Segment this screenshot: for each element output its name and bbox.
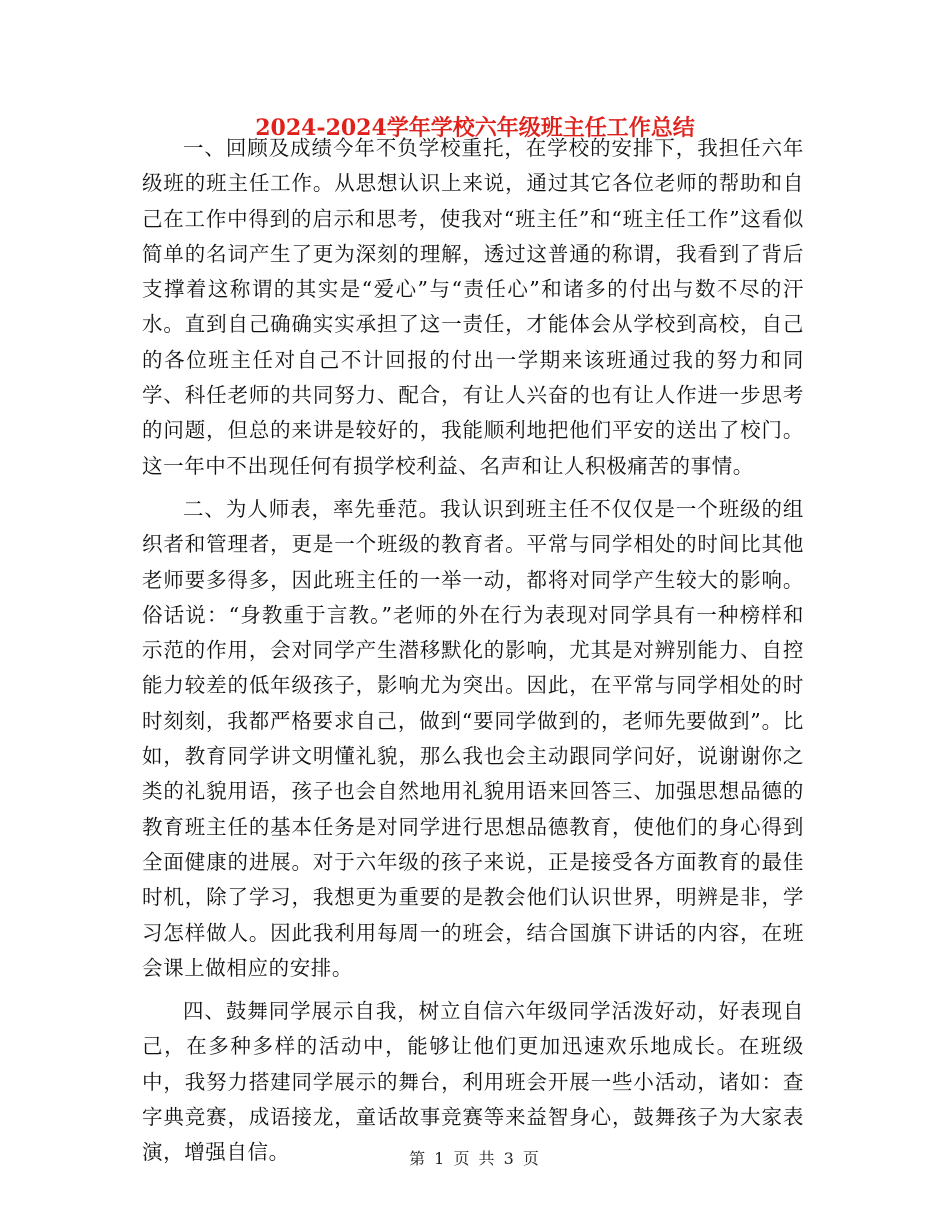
paragraph-review: 一、回顾及成绩今年不负学校重托，在学校的安排下，我担任六年级班的班主任工作。从思想认识上来说，通过其它各位老师的帮助和自己在工作中得到的启示和思考，使我对“班主任”和“班主任工作”这看似简单的名词产生了更为深刻的理解，透过这普通的称谓，我看到了背后支撑着这称谓的其实是“爱心”与“责任心”和诸多的付出与数不尽的汗水。直到自己确确实实承担了这一责任，才能体会从学校到高校，自己的各位班主任对自己不计回报的付出一学期来该班通过我的努力和同学、科任老师的共同努力、配合，有让人兴奋的也有让人作进一步思考的问题，但总的来讲是较好的，我能顺利地把他们平安的送出了校门。这一年中不出现任何有损学校利益、名声和让人积极痛苦的事情。 [142, 136, 804, 478]
page-footer: 第 1 页 共 3 页 [409, 1149, 541, 1168]
document-title: 2024-2024学年学校六年级班主任工作总结 [255, 115, 695, 141]
paragraph-role-model: 二、为人师表，率先垂范。我认识到班主任不仅仅是一个班级的组织者和管理者，更是一个班级的教育者。平常与同学相处的时间比其他老师要多得多，因此班主任的一举一动，都将对同学产生较大的影响。俗话说：“身教重于言教。”老师的外在行为表现对同学具有一种榜样和示范的作用，会对同学产生潜移默化的影响，尤其是对辨别能力、自控能力较差的低年级孩子，影响尤为突出。因此，在平常与同学相处的时时刻刻，我都严格要求自己，做到“要同学做到的，老师先要做到”。比如，教育同学讲文明懂礼貌，那么我也会主动跟同学问好，说谢谢你之类的礼貌用语，孩子也会自然地用礼貌用语来回答三、加强思想品德的教育班主任的基本任务是对同学进行思想品德教育，使他们的身心得到全面健康的进展。对于六年级的孩子来说，正是接受各方面教育的最佳时机，除了学习，我想更为重要的是教会他们认识世界，明辨是非，学习怎样做人。因此我利用每周一的班会，结合国旗下讲话的内容，在班会课上做相应的安排。 [142, 496, 804, 980]
paragraph-encourage: 四、鼓舞同学展示自我，树立自信六年级同学活泼好动，好表现自己，在多种多样的活动中，能够让他们更加迅速欢乐地成长。在班级中，我努力搭建同学展示的舞台，利用班会开展一些小活动，诸如：查字典竞赛，成语接龙，童话故事竞赛等来益智身心，鼓舞孩子为大家表演，增强自信。 [142, 999, 804, 1165]
document-body [142, 131, 804, 1179]
